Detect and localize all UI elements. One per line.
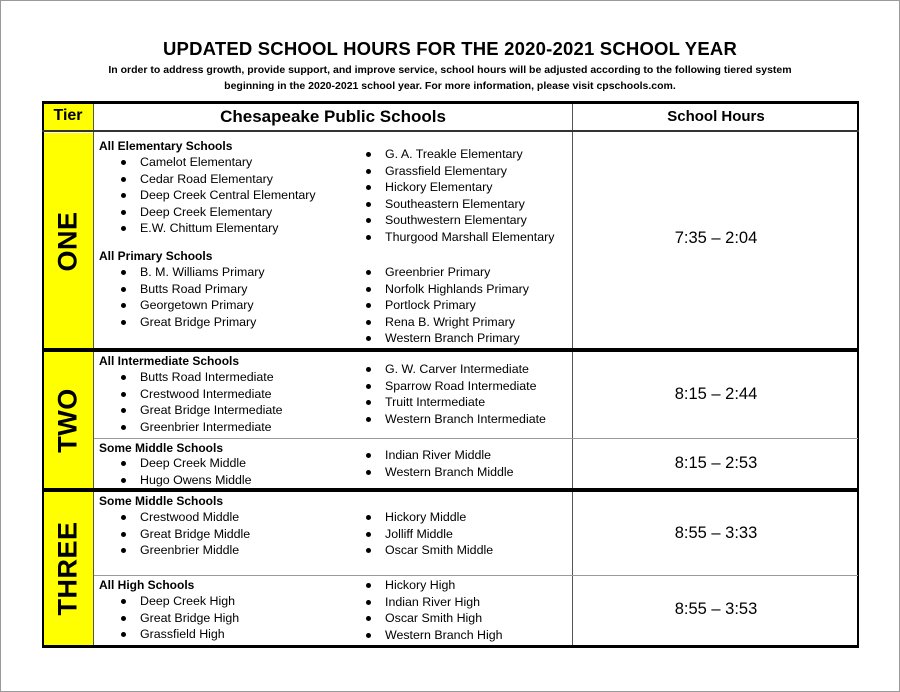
- tier-one-label: ONE: [52, 210, 83, 272]
- school-list-item: [140, 187, 316, 204]
- bullet-icon: [121, 210, 126, 215]
- primary-list-right: [385, 264, 529, 347]
- school-name: Rena B. Wright Primary: [385, 314, 515, 329]
- bullet-icon: [366, 532, 371, 537]
- school-list-item: [385, 411, 546, 428]
- school-list-item: [140, 509, 250, 526]
- school-list-item: [385, 361, 546, 378]
- hours-tier-three-middle: 8:55 – 3:33: [674, 524, 758, 542]
- primary-list-left: [140, 264, 265, 330]
- school-list-item: [140, 220, 316, 237]
- school-list-item: [140, 472, 252, 489]
- bullet-icon: [366, 287, 371, 292]
- school-name: Hickory Middle: [385, 510, 467, 524]
- group-heading-primary: All Primary Schools: [99, 249, 213, 263]
- school-name: Great Bridge Primary: [140, 314, 257, 329]
- table-bottom-border: [42, 645, 859, 648]
- hours-tier-two-middle: 8:15 – 2:53: [674, 454, 758, 472]
- hours-column-header: School Hours: [667, 108, 765, 125]
- school-list-item: [140, 455, 252, 472]
- school-name: B. M. Williams Primary: [140, 265, 265, 279]
- school-list-item: [385, 163, 554, 180]
- bullet-icon: [366, 303, 371, 308]
- bullet-icon: [121, 287, 126, 292]
- school-list-item: [140, 542, 250, 559]
- school-name: Hugo Owens Middle: [140, 472, 252, 487]
- bullet-icon: [366, 218, 371, 223]
- bullet-icon: [121, 461, 126, 466]
- document-subtitle-line-2: beginning in the 2020-2021 school year. For more information, please visit cpschools.com.: [224, 80, 676, 92]
- group-heading-high: All High Schools: [99, 578, 195, 592]
- school-list-item: [140, 402, 283, 419]
- school-name: Thurgood Marshall Elementary: [385, 229, 555, 244]
- school-list-item: [385, 146, 554, 163]
- bullet-icon: [121, 515, 126, 520]
- document-subtitle-line-1: In order to address growth, provide support, and improve service, school hours will be adjusted according to the following tiered system: [108, 64, 792, 76]
- school-name: Great Bridge Middle: [140, 526, 251, 541]
- bullet-icon: [366, 453, 371, 458]
- group-heading-elementary: All Elementary Schools: [99, 139, 233, 153]
- tier-two-row-divider: [94, 438, 858, 439]
- school-list-item: [385, 264, 529, 281]
- intermediate-list-right: [385, 361, 546, 427]
- school-list-item: [385, 229, 554, 246]
- school-list-item: [385, 464, 514, 481]
- school-hours-table: [42, 101, 859, 648]
- middle-three-list-left: [140, 509, 250, 559]
- bullet-icon: [121, 408, 126, 413]
- high-list-right: [385, 577, 503, 643]
- bullet-icon: [366, 169, 371, 174]
- school-name: Grassfield High: [140, 627, 225, 642]
- tier-one-bottom-border: [42, 348, 859, 352]
- bullet-icon: [366, 202, 371, 207]
- school-name: Camelot Elementary: [140, 155, 253, 169]
- school-list-item: [140, 171, 316, 188]
- bullet-icon: [121, 226, 126, 231]
- hours-tier-one: 7:35 – 2:04: [674, 229, 758, 247]
- bullet-icon: [121, 375, 126, 380]
- school-name: Deep Creek Central Elementary: [140, 188, 316, 203]
- school-name: Cedar Road Elementary: [140, 171, 273, 186]
- school-list-item: [140, 204, 316, 221]
- school-name: Western Branch Primary: [385, 331, 520, 346]
- schools-column-header: Chesapeake Public Schools: [220, 107, 446, 126]
- bullet-icon: [366, 235, 371, 240]
- hours-tier-two-intermediate: 8:15 – 2:44: [674, 385, 758, 403]
- school-name: Southwestern Elementary: [385, 213, 527, 228]
- school-name: Great Bridge Intermediate: [140, 403, 283, 418]
- bullet-icon: [366, 400, 371, 405]
- tier-three-label: THREE: [52, 521, 83, 616]
- school-name: Crestwood Intermediate: [140, 386, 272, 401]
- header-bottom-border: [42, 130, 859, 132]
- bullet-icon: [121, 177, 126, 182]
- school-list-item: [385, 610, 503, 627]
- school-list-item: [140, 526, 250, 543]
- school-name: Butts Road Intermediate: [140, 370, 274, 384]
- school-name: G. W. Carver Intermediate: [385, 362, 529, 376]
- school-name: Crestwood Middle: [140, 510, 240, 524]
- school-name: Oscar Smith Middle: [385, 543, 494, 558]
- school-list-item: [385, 179, 554, 196]
- bullet-icon: [366, 270, 371, 275]
- school-list-item: [385, 542, 493, 559]
- school-name: Indian River Middle: [385, 448, 492, 462]
- school-name: Hickory Elementary: [385, 180, 493, 195]
- school-name: G. A. Treakle Elementary: [385, 147, 523, 161]
- bullet-icon: [366, 470, 371, 475]
- school-list-item: [140, 419, 283, 436]
- school-name: Truitt Intermediate: [385, 395, 486, 410]
- group-heading-middle-three: Some Middle Schools: [99, 494, 224, 508]
- tier-two-bottom-border: [42, 488, 859, 492]
- bullet-icon: [366, 367, 371, 372]
- school-name: Greenbrier Primary: [385, 265, 491, 279]
- school-list-item: [385, 509, 493, 526]
- school-list-item: [385, 594, 503, 611]
- intermediate-list-left: [140, 369, 283, 435]
- bullet-icon: [121, 478, 126, 483]
- school-name: Butts Road Primary: [140, 281, 248, 296]
- bullet-icon: [366, 600, 371, 605]
- school-name: Great Bridge High: [140, 610, 240, 625]
- middle-three-list-right: [385, 509, 493, 559]
- school-list-item: [385, 196, 554, 213]
- bullet-icon: [121, 392, 126, 397]
- bullet-icon: [121, 425, 126, 430]
- school-name: Oscar Smith High: [385, 611, 483, 626]
- bullet-icon: [121, 193, 126, 198]
- school-name: E.W. Chittum Elementary: [140, 221, 279, 236]
- bullet-icon: [366, 548, 371, 553]
- school-list-item: [385, 297, 529, 314]
- school-name: Deep Creek Elementary: [140, 204, 273, 219]
- school-list-item: [140, 626, 239, 643]
- elementary-list-right: [385, 146, 554, 246]
- school-list-item: [385, 627, 503, 644]
- school-list-item: [385, 281, 529, 298]
- bullet-icon: [366, 633, 371, 638]
- group-heading-intermediate: All Intermediate Schools: [99, 354, 240, 368]
- school-list-item: [140, 314, 265, 331]
- bullet-icon: [121, 303, 126, 308]
- group-heading-middle-two: Some Middle Schools: [99, 441, 224, 455]
- school-name: Greenbrier Intermediate: [140, 419, 272, 434]
- school-name: Jolliff Middle: [385, 526, 453, 541]
- table-top-border: [42, 101, 859, 104]
- school-list-item: [140, 593, 239, 610]
- bullet-icon: [366, 515, 371, 520]
- school-name: Deep Creek Middle: [140, 456, 247, 470]
- school-list-item: [140, 369, 283, 386]
- bullet-icon: [366, 185, 371, 190]
- school-list-item: [140, 264, 265, 281]
- bullet-icon: [121, 632, 126, 637]
- school-list-item: [140, 281, 265, 298]
- bullet-icon: [366, 583, 371, 588]
- school-name: Western Branch Intermediate: [385, 411, 546, 426]
- bullet-icon: [121, 532, 126, 537]
- school-list-item: [385, 378, 546, 395]
- middle-two-list-left: [140, 455, 252, 488]
- hours-tier-three-high: 8:55 – 3:53: [674, 600, 758, 618]
- tier-column-header: Tier: [53, 107, 83, 124]
- school-name: Indian River High: [385, 594, 481, 609]
- tier-two-label: TWO: [52, 387, 83, 453]
- school-list-item: [385, 526, 493, 543]
- bullet-icon: [121, 548, 126, 553]
- hours-column-divider: [572, 101, 573, 648]
- bullet-icon: [121, 320, 126, 325]
- school-name: Georgetown Primary: [140, 298, 254, 313]
- bullet-icon: [366, 616, 371, 621]
- school-list-item: [140, 297, 265, 314]
- school-list-item: [385, 394, 546, 411]
- school-name: Western Branch Middle: [385, 464, 514, 479]
- school-list-item: [385, 314, 529, 331]
- bullet-icon: [366, 320, 371, 325]
- school-name: Western Branch High: [385, 627, 503, 642]
- school-list-item: [140, 610, 239, 627]
- middle-two-list-right: [385, 447, 514, 480]
- school-name: Hickory High: [385, 578, 456, 592]
- school-name: Sparrow Road Intermediate: [385, 378, 537, 393]
- elementary-list-left: [140, 154, 316, 237]
- school-name: Southeastern Elementary: [385, 196, 525, 211]
- bullet-icon: [121, 160, 126, 165]
- school-name: Portlock Primary: [385, 298, 476, 313]
- table-right-border: [857, 101, 859, 648]
- bullet-icon: [121, 616, 126, 621]
- bullet-icon: [121, 599, 126, 604]
- bullet-icon: [121, 270, 126, 275]
- tier-three-row-divider: [94, 575, 858, 576]
- school-name: Greenbrier Middle: [140, 543, 240, 558]
- high-list-left: [140, 593, 239, 643]
- bullet-icon: [366, 336, 371, 341]
- document-title: UPDATED SCHOOL HOURS FOR THE 2020-2021 SCHOOL YEAR: [162, 38, 738, 59]
- school-name: Norfolk Highlands Primary: [385, 281, 529, 296]
- school-list-item: [385, 330, 529, 347]
- bullet-icon: [366, 417, 371, 422]
- school-name: Deep Creek High: [140, 594, 236, 608]
- school-name: Grassfield Elementary: [385, 163, 507, 178]
- school-list-item: [140, 386, 283, 403]
- school-list-item: [385, 447, 514, 464]
- school-list-item: [140, 154, 316, 171]
- bullet-icon: [366, 384, 371, 389]
- school-list-item: [385, 577, 503, 594]
- bullet-icon: [366, 152, 371, 157]
- school-list-item: [385, 212, 554, 229]
